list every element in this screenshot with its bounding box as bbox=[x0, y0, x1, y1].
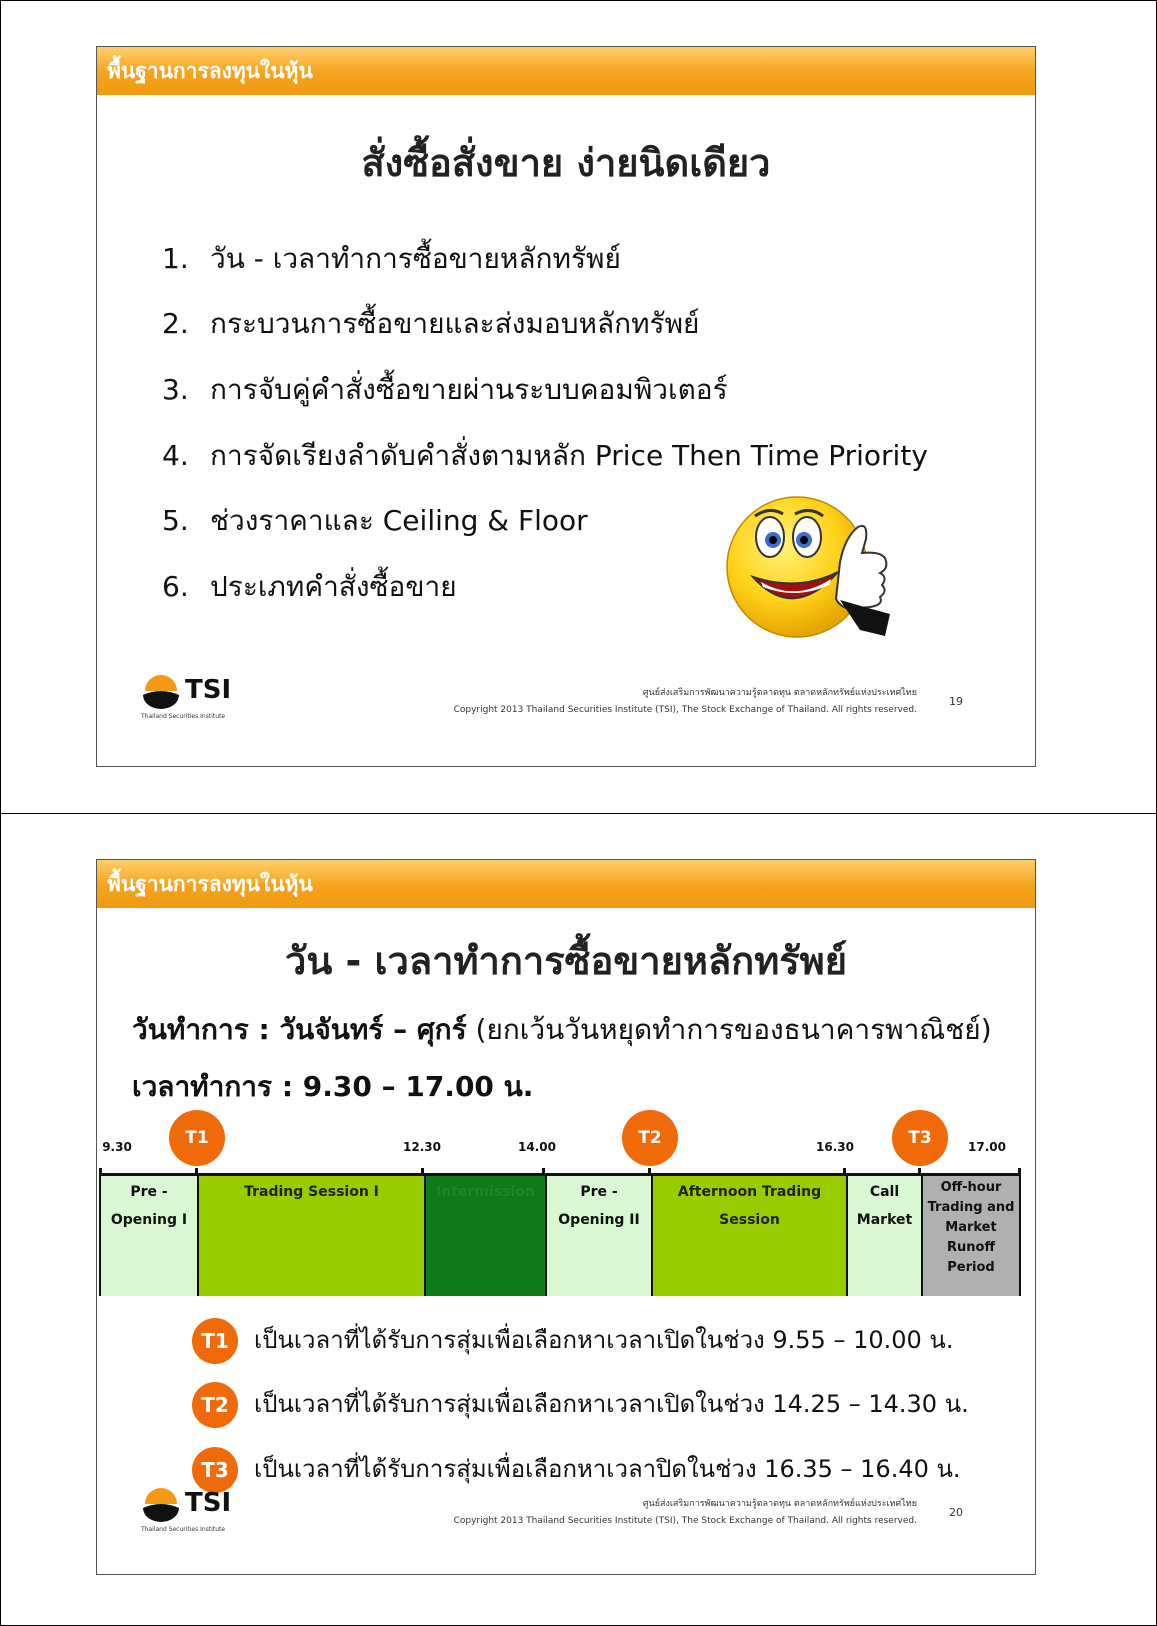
badge-t1: T1 bbox=[192, 1318, 238, 1364]
business-hours: เวลาทำการ : 9.30 – 17.00 น. bbox=[132, 1070, 534, 1103]
tsi-logo-icon bbox=[141, 1488, 181, 1522]
list-item: 1. วัน - เวลาทำการซื้อขายหลักทรัพย์ bbox=[162, 242, 621, 275]
list-item: 6. ประเภทคำสั่งซื้อขาย bbox=[162, 570, 457, 603]
page-panel-2 bbox=[0, 813, 1157, 1626]
time-label: 16.30 bbox=[816, 1140, 854, 1154]
page-number: 19 bbox=[949, 695, 963, 708]
tsi-logo-text: TSI bbox=[185, 675, 232, 705]
slide-header: พื้นฐานการลงทุนในหุ้น bbox=[97, 47, 1035, 95]
slide-20 bbox=[96, 859, 1036, 1575]
list-item: 4. การจัดเรียงลำดับคำสั่งตามหลัก Price Then Time Priority bbox=[162, 439, 928, 472]
footer-thai: ศูนย์ส่งเสริมการพัฒนาความรู้ตลาดทุน ตลาดหลักทรัพย์แห่งประเทศไทย bbox=[642, 1499, 917, 1509]
badge-t2: T2 bbox=[192, 1382, 238, 1428]
segment-afternoon-trading: Afternoon Trading Session bbox=[653, 1176, 848, 1296]
note-t2: T2 เป็นเวลาที่ได้รับการสุ่มเพื่อเลือกหาเวลาเปิดในช่วง 14.25 – 14.30 น. bbox=[192, 1382, 969, 1428]
list-item: 3. การจับคู่คำสั่งซื้อขายผ่านระบบคอมพิวเตอร์ bbox=[162, 373, 728, 406]
tsi-logo-text: TSI bbox=[185, 1488, 232, 1518]
tsi-logo-icon bbox=[141, 675, 181, 709]
trading-timeline bbox=[97, 1110, 1035, 1330]
marker-t1: T1 bbox=[169, 1110, 225, 1166]
session-bar bbox=[99, 1176, 1021, 1296]
badge-t3: T3 bbox=[192, 1447, 238, 1493]
segment-pre-opening-1: Pre - Opening I bbox=[101, 1176, 199, 1296]
smiley-thumbs-up-icon bbox=[725, 492, 900, 642]
segment-intermission: Intermission bbox=[426, 1176, 547, 1296]
note-t3: T3 เป็นเวลาที่ได้รับการสุ่มเพื่อเลือกหาเวลาปิดในช่วง 16.35 – 16.40 น. bbox=[192, 1447, 961, 1493]
tsi-logo bbox=[141, 675, 261, 725]
list-item: 5. ช่วงราคาและ Ceiling & Floor bbox=[162, 504, 588, 537]
slide-19 bbox=[96, 46, 1036, 767]
footer-thai: ศูนย์ส่งเสริมการพัฒนาความรู้ตลาดทุน ตลาดหลักทรัพย์แห่งประเทศไทย bbox=[642, 688, 917, 698]
tsi-logo-subtitle: Thailand Securities Institute bbox=[141, 713, 226, 720]
tsi-logo-subtitle: Thailand Securities Institute bbox=[141, 1526, 226, 1533]
footer-copyright: Copyright 2013 Thailand Securities Institute (TSI), The Stock Exchange of Thailand. All rights reserved. bbox=[453, 1516, 917, 1526]
time-label: 14.00 bbox=[518, 1140, 556, 1154]
time-label: 17.00 bbox=[968, 1140, 1006, 1154]
list-item: 2. กระบวนการซื้อขายและส่งมอบหลักทรัพย์ bbox=[162, 307, 700, 340]
page-number: 20 bbox=[949, 1506, 963, 1519]
segment-call-market: Call Market bbox=[848, 1176, 923, 1296]
slide-header: พื้นฐานการลงทุนในหุ้น bbox=[97, 860, 1035, 908]
segment-trading-session-1: Trading Session I bbox=[199, 1176, 426, 1296]
time-label: 12.30 bbox=[403, 1140, 441, 1154]
time-label: 9.30 bbox=[102, 1140, 132, 1154]
footer-copyright: Copyright 2013 Thailand Securities Institute (TSI), The Stock Exchange of Thailand. All rights reserved. bbox=[453, 705, 917, 715]
business-days: วันทำการ : วันจันทร์ – ศุกร์ (ยกเว้นวันหยุดทำการของธนาคารพาณิชย์) bbox=[132, 1013, 992, 1046]
segment-pre-opening-2: Pre - Opening II bbox=[547, 1176, 653, 1296]
segment-off-hour: Off-hour Trading and Market Runoff Period bbox=[923, 1176, 1021, 1296]
note-t1: T1 เป็นเวลาที่ได้รับการสุ่มเพื่อเลือกหาเวลาเปิดในช่วง 9.55 – 10.00 น. bbox=[192, 1318, 953, 1364]
slide-title: สั่งซื้อสั่งขาย ง่ายนิดเดียว bbox=[361, 141, 771, 185]
tsi-logo bbox=[141, 1488, 261, 1538]
marker-t3: T3 bbox=[892, 1110, 948, 1166]
slide-title: วัน - เวลาทำการซื้อขายหลักทรัพย์ bbox=[285, 939, 847, 983]
marker-t2: T2 bbox=[622, 1110, 678, 1166]
